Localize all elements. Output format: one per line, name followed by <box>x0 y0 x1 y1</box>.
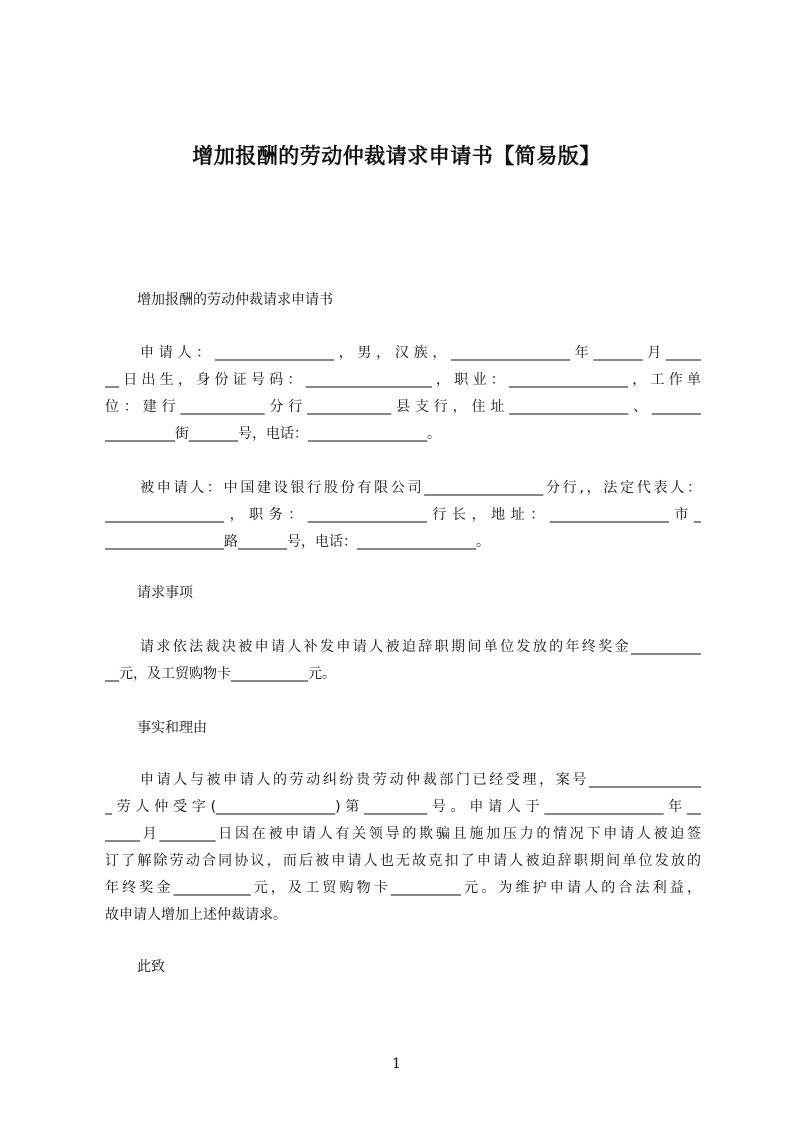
claims-line-2: __元，及工贸购物卡___________元。 <box>105 666 336 682</box>
page-number: 1 <box>392 1056 401 1072</box>
subtitle: 增加报酬的劳动仲裁请求申请书 <box>137 292 333 308</box>
applicant-line-3: 位：建行____________分行____________县支行，住址_________________、_______ <box>105 399 701 415</box>
claims-heading: 请求事项 <box>137 585 193 601</box>
facts-line-2: _劳人仲受字(_________________)第_________号。申请人于_________________年__ <box>105 799 701 815</box>
facts-line-4: 订了解除劳动合同协议，而后被申请人也无故克扣了申请人被迫辞职期间单位发放的 <box>105 853 701 869</box>
facts-line-1: 申请人与被申请人的劳动纠纷贵劳动仲裁部门已经受理，案号________________ <box>140 772 701 788</box>
respondent-line-1: 被申请人：中国建设银行股份有限公司_________________分行,，法定代表人： <box>140 480 701 496</box>
claims-line-1: 请求依法裁决被申请人补发申请人被迫辞职期间单位发放的年终奖金__________ <box>140 639 701 655</box>
facts-line-3: _____月________日因在被申请人有关领导的欺骗且施加压力的情况下申请人被迫签 <box>105 826 701 842</box>
applicant-line-1: 申请人：_________________，男，汉族，_________________年_______月_____ <box>140 345 701 361</box>
facts-heading: 事实和理由 <box>137 720 207 736</box>
applicant-line-2: __日出生，身份证号码：__________________，职业：_________________，工作单 <box>105 372 701 388</box>
facts-line-6: 故申请人增加上述仲裁请求。 <box>105 907 287 923</box>
respondent-line-2: _________________，职务：_________________行长，地址：_________________市_ <box>105 507 701 523</box>
facts-line-5: 年终奖金___________元，及工贸购物卡__________元。为维护申请人的合法利益， <box>105 880 701 896</box>
applicant-line-4: __________街_______号，电话：_________________。 <box>105 426 441 442</box>
respondent-line-3: _________________路_______号，电话：_________________。 <box>105 534 490 550</box>
closing: 此致 <box>137 959 165 975</box>
document-title: 增加报酬的劳动仲裁请求申请书【简易版】 <box>192 144 601 168</box>
